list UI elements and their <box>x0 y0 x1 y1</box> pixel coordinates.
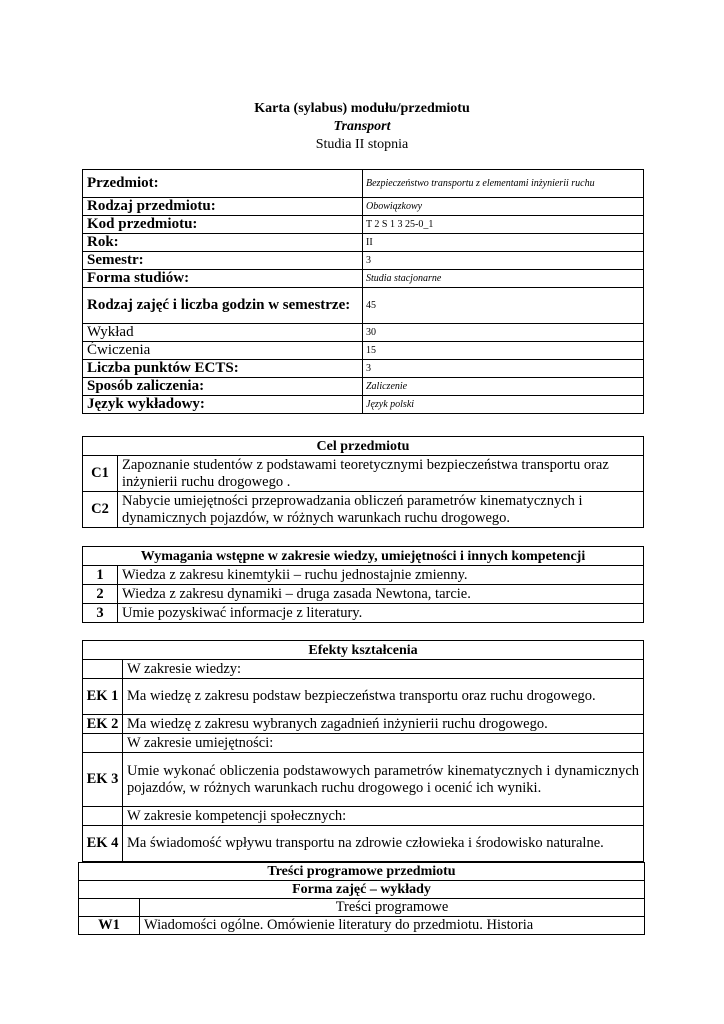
info-value: 30 <box>363 324 644 342</box>
info-value: 15 <box>363 342 644 360</box>
info-label: Rok: <box>83 234 363 252</box>
empty-cell <box>83 734 123 753</box>
info-row-wyklad <box>83 324 644 342</box>
prerequisite-number: 3 <box>83 604 118 623</box>
column-header-row <box>79 899 645 917</box>
objective-code: C1 <box>83 456 118 492</box>
info-row-rok <box>83 234 644 252</box>
info-label: Rodzaj zajęć i liczba godzin w semestrze: <box>83 288 363 324</box>
field-of-study: Transport <box>333 119 391 134</box>
prerequisite-number: 1 <box>83 566 118 585</box>
prerequisite-number: 2 <box>83 585 118 604</box>
info-row-kod <box>83 216 644 234</box>
info-label: Liczba punktów ECTS: <box>83 360 363 378</box>
info-row-rodzaj <box>83 198 644 216</box>
prerequisite-text: Wiedza z zakresu dynamiki – druga zasada Newtona, tarcie. <box>118 585 644 604</box>
info-label: Kod przedmiotu: <box>83 216 363 234</box>
outcome-text: Umie wykonać obliczenia podstawowych parametrów kinematycznych i dynamicznych pojazdów, w różnych warunkach ruchu drogowego i ocenić ich wyniki. <box>123 753 644 807</box>
section-title: Cel przedmiotu <box>83 437 644 456</box>
study-level: Studia II stopnia <box>315 137 409 152</box>
content-text: Wiadomości ogólne. Omówienie literatury do przedmiotu. Historia <box>140 917 645 935</box>
info-value: 45 <box>363 288 644 324</box>
program-content-table <box>78 862 645 935</box>
column-header: Treści programowe <box>140 899 645 917</box>
course-info-table <box>82 169 644 414</box>
section-subtitle: Forma zajęć – wykłady <box>79 881 645 899</box>
outcome-code: EK 1 <box>83 679 123 715</box>
info-label: Sposób zaliczenia: <box>83 378 363 396</box>
outcome-subheader: W zakresie kompetencji społecznych: <box>123 807 644 826</box>
info-row-zaliczenie <box>83 378 644 396</box>
info-value: 3 <box>363 252 644 270</box>
objective-text: Zapoznanie studentów z podstawami teoretycznymi bezpieczeństwa transportu oraz inżynierii ruchu drogowego . <box>118 456 644 492</box>
objective-text: Nabycie umiejętności przeprowadzania obliczeń parametrów kinematycznych i dynamicznych pojazdów, w różnych warunkach ruchu drogowego. <box>118 492 644 528</box>
outcome-subheader-row <box>83 807 644 826</box>
info-label: Ćwiczenia <box>83 342 363 360</box>
section-title: Efekty kształcenia <box>83 641 644 660</box>
learning-outcomes-table <box>82 640 644 862</box>
prerequisite-row <box>83 585 644 604</box>
objective-code: C2 <box>83 492 118 528</box>
course-objectives-table <box>82 436 644 528</box>
section-title: Treści programowe przedmiotu <box>79 863 645 881</box>
info-value: Bezpieczeństwo transportu z elementami inżynierii ruchu <box>363 170 644 198</box>
prerequisite-text: Umie pozyskiwać informacje z literatury. <box>118 604 644 623</box>
outcome-subheader-row <box>83 660 644 679</box>
info-label: Przedmiot: <box>83 170 363 198</box>
prerequisite-text: Wiedza z zakresu kinemtykii – ruchu jednostajnie zmienny. <box>118 566 644 585</box>
info-value: T 2 S 1 3 25-0_1 <box>363 216 644 234</box>
outcome-row <box>83 715 644 734</box>
section-header-row <box>83 547 644 566</box>
outcome-code: EK 2 <box>83 715 123 734</box>
section-header-row <box>79 863 645 881</box>
info-label: Wykład <box>83 324 363 342</box>
info-row-forma <box>83 270 644 288</box>
prerequisite-row <box>83 604 644 623</box>
info-value: Zaliczenie <box>363 378 644 396</box>
info-label: Rodzaj przedmiotu: <box>83 198 363 216</box>
info-label: Semestr: <box>83 252 363 270</box>
info-row-jezyk <box>83 396 644 414</box>
outcome-code: EK 3 <box>83 753 123 807</box>
outcome-row <box>83 679 644 715</box>
outcome-subheader: W zakresie wiedzy: <box>123 660 644 679</box>
objective-row <box>83 492 644 528</box>
info-value: Studia stacjonarne <box>363 270 644 288</box>
content-row <box>79 917 645 935</box>
doc-title: Karta (sylabus) modułu/przedmiotu <box>254 101 470 116</box>
info-row-ects <box>83 360 644 378</box>
info-value: II <box>363 234 644 252</box>
empty-cell <box>83 660 123 679</box>
outcome-text: Ma wiedzę z zakresu podstaw bezpieczeństwa transportu oraz ruchu drogowego. <box>123 679 644 715</box>
info-row-semestr <box>83 252 644 270</box>
prerequisites-table <box>82 546 644 623</box>
info-value: Język polski <box>363 396 644 414</box>
section-title: Wymagania wstępne w zakresie wiedzy, umiejętności i innych kompetencji <box>83 547 644 566</box>
outcome-code: EK 4 <box>83 826 123 862</box>
info-label: Język wykładowy: <box>83 396 363 414</box>
empty-cell <box>79 899 140 917</box>
outcome-text: Ma wiedzę z zakresu wybranych zagadnień inżynierii ruchu drogowego. <box>123 715 644 734</box>
outcome-text: Ma świadomość wpływu transportu na zdrowie człowieka i środowisko naturalne. <box>123 826 644 862</box>
objective-row <box>83 456 644 492</box>
section-header-row <box>83 437 644 456</box>
info-label: Forma studiów: <box>83 270 363 288</box>
info-row-przedmiot <box>83 170 644 198</box>
section-header-row <box>83 641 644 660</box>
info-value: 3 <box>363 360 644 378</box>
info-row-cwiczenia <box>83 342 644 360</box>
prerequisite-row <box>83 566 644 585</box>
info-value: Obowiązkowy <box>363 198 644 216</box>
section-subheader-row <box>79 881 645 899</box>
content-code: W1 <box>79 917 140 935</box>
info-row-godziny <box>83 288 644 324</box>
empty-cell <box>83 807 123 826</box>
outcome-row <box>83 826 644 862</box>
outcome-subheader: W zakresie umiejętności: <box>123 734 644 753</box>
outcome-row <box>83 753 644 807</box>
outcome-subheader-row <box>83 734 644 753</box>
